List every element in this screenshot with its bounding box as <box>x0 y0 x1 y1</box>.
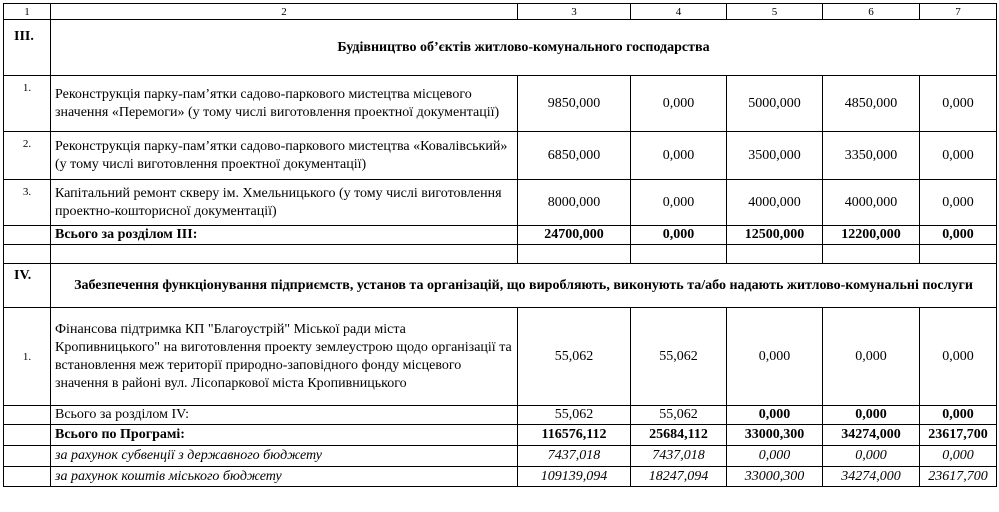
value-cell: 8000,000 <box>518 180 631 226</box>
row-description: Капітальний ремонт скверу ім. Хмельницького (у тому числі виготовлення проектно-кошторисної документації) <box>51 180 518 226</box>
value-cell: 4000,000 <box>823 180 920 226</box>
total-value: 0,000 <box>631 226 727 245</box>
table-row <box>4 308 997 406</box>
column-number-row <box>4 4 997 20</box>
city-budget-value: 33000,300 <box>727 467 823 487</box>
col-header: 1 <box>4 4 51 20</box>
col-header: 6 <box>823 4 920 20</box>
col-header: 2 <box>51 4 518 20</box>
value-cell: 55,062 <box>518 308 631 406</box>
empty-cell <box>51 245 518 264</box>
empty-cell <box>823 245 920 264</box>
empty-cell <box>920 245 997 264</box>
program-total-value: 33000,300 <box>727 425 823 446</box>
col-header: 3 <box>518 4 631 20</box>
city-budget-value: 34274,000 <box>823 467 920 487</box>
section-heading-row <box>4 264 997 308</box>
subvention-row <box>4 446 997 467</box>
total-value: 55,062 <box>631 406 727 425</box>
row-index: 3. <box>4 180 51 226</box>
value-cell: 55,062 <box>631 308 727 406</box>
empty-cell <box>727 245 823 264</box>
empty-cell <box>4 406 51 425</box>
value-cell: 0,000 <box>631 76 727 132</box>
program-total-value: 23617,700 <box>920 425 997 446</box>
value-cell: 0,000 <box>920 308 997 406</box>
row-index: 2. <box>4 132 51 180</box>
section-title: Будівництво об’єктів житлово-комунального господарства <box>51 20 997 76</box>
table-row <box>4 76 997 132</box>
empty-cell <box>4 446 51 467</box>
empty-cell <box>4 467 51 487</box>
total-value: 24700,000 <box>518 226 631 245</box>
subvention-label: за рахунок субвенції з державного бюджету <box>51 446 518 467</box>
section-total-row <box>4 406 997 425</box>
empty-cell <box>4 425 51 446</box>
value-cell: 0,000 <box>727 308 823 406</box>
subvention-value: 0,000 <box>920 446 997 467</box>
city-budget-value: 18247,094 <box>631 467 727 487</box>
city-budget-value: 23617,700 <box>920 467 997 487</box>
total-value: 0,000 <box>727 406 823 425</box>
value-cell: 0,000 <box>631 132 727 180</box>
value-cell: 0,000 <box>920 180 997 226</box>
subvention-value: 7437,018 <box>518 446 631 467</box>
program-total-value: 34274,000 <box>823 425 920 446</box>
col-header: 5 <box>727 4 823 20</box>
subvention-value: 0,000 <box>823 446 920 467</box>
total-value: 0,000 <box>823 406 920 425</box>
empty-cell <box>4 226 51 245</box>
row-description: Фінансова підтримка КП "Благоустрій" Міської ради міста Кропивницького" на виготовлення проекту землеустрою щодо організації та встановлення меж території природно-заповідного фонду місцевого значення в районі вул. Лісопаркової міста Кропивницького <box>51 308 518 406</box>
city-budget-value: 109139,094 <box>518 467 631 487</box>
value-cell: 3500,000 <box>727 132 823 180</box>
row-index: 1. <box>4 308 51 406</box>
spacer-row <box>4 245 997 264</box>
value-cell: 5000,000 <box>727 76 823 132</box>
value-cell: 0,000 <box>920 132 997 180</box>
subvention-value: 7437,018 <box>631 446 727 467</box>
row-index: 1. <box>4 76 51 132</box>
empty-cell <box>4 245 51 264</box>
total-value: 12200,000 <box>823 226 920 245</box>
value-cell: 0,000 <box>920 76 997 132</box>
col-header: 7 <box>920 4 997 20</box>
section-heading-row <box>4 20 997 76</box>
row-description: Реконструкція парку-пам’ятки садово-паркового мистецтва «Ковалівський» (у тому числі виготовлення проектної документації) <box>51 132 518 180</box>
total-value: 0,000 <box>920 226 997 245</box>
section-total-row <box>4 226 997 245</box>
value-cell: 4850,000 <box>823 76 920 132</box>
empty-cell <box>518 245 631 264</box>
program-total-value: 116576,112 <box>518 425 631 446</box>
value-cell: 0,000 <box>631 180 727 226</box>
section-number: IV. <box>4 264 51 308</box>
value-cell: 9850,000 <box>518 76 631 132</box>
table-row <box>4 180 997 226</box>
city-budget-row <box>4 467 997 487</box>
value-cell: 4000,000 <box>727 180 823 226</box>
city-budget-label: за рахунок коштів міського бюджету <box>51 467 518 487</box>
empty-cell <box>631 245 727 264</box>
total-value: 12500,000 <box>727 226 823 245</box>
total-label: Всього за розділом ІІІ: <box>51 226 518 245</box>
budget-table <box>3 3 997 487</box>
subvention-value: 0,000 <box>727 446 823 467</box>
total-value: 55,062 <box>518 406 631 425</box>
section-title: Забезпечення функціонування підприємств, установ та організацій, що виробляють, виконують та/або надають житлово-комунальні послуги <box>51 264 997 308</box>
section-number: III. <box>4 20 51 76</box>
total-value: 0,000 <box>920 406 997 425</box>
program-total-row <box>4 425 997 446</box>
value-cell: 0,000 <box>823 308 920 406</box>
program-total-value: 25684,112 <box>631 425 727 446</box>
row-description: Реконструкція парку-пам’ятки садово-паркового мистецтва місцевого значення «Перемоги» (у тому числі виготовлення проектної документації) <box>51 76 518 132</box>
total-label: Всього за розділом IV: <box>51 406 518 425</box>
value-cell: 3350,000 <box>823 132 920 180</box>
value-cell: 6850,000 <box>518 132 631 180</box>
program-total-label: Всього по Програмі: <box>51 425 518 446</box>
col-header: 4 <box>631 4 727 20</box>
table-row <box>4 132 997 180</box>
